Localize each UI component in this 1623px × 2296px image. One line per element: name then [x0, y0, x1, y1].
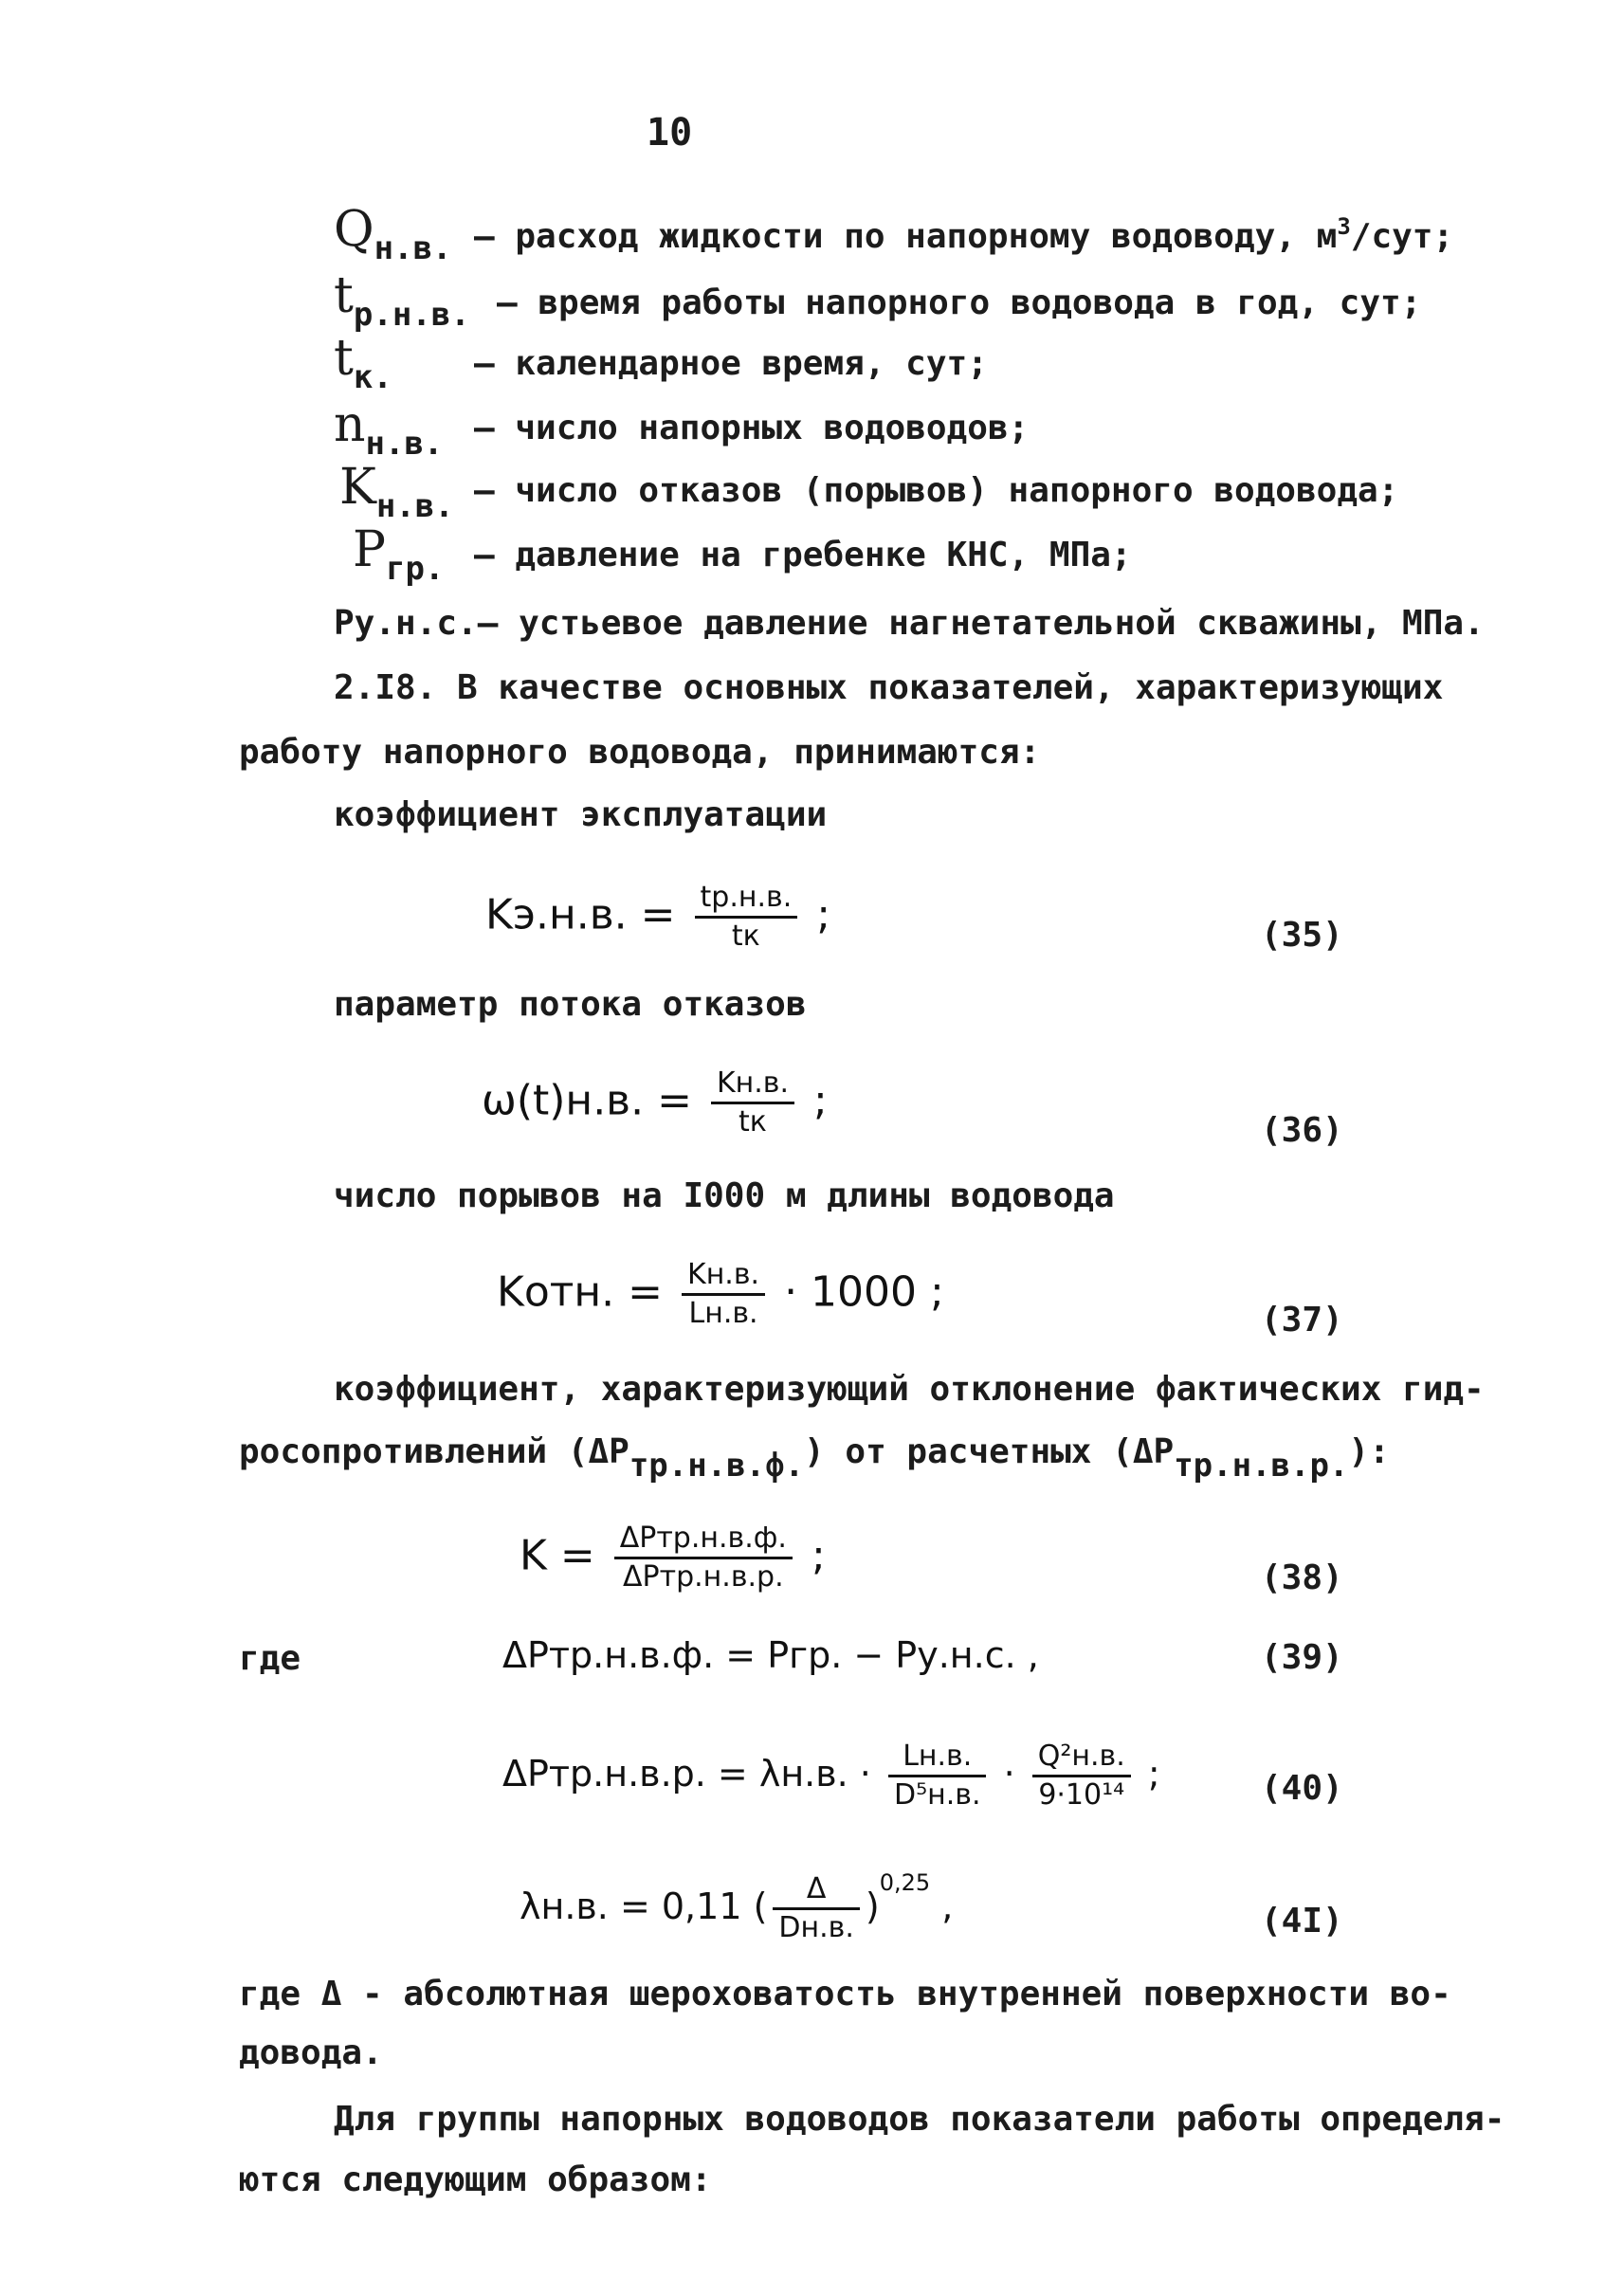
equation-number-38: (38) [1261, 1558, 1343, 1597]
equation-number-41: (4I) [1261, 1902, 1343, 1941]
definition-p: Pгр. [353, 521, 445, 588]
definition-tp: tр.н.в. [334, 267, 470, 334]
equation-number-39: (39) [1261, 1638, 1343, 1677]
definition-tk: tк. [334, 330, 392, 396]
eq40-fraction-1: $\frac{Lн.в.}{\text{D⁵н.в.}}$ [888, 1740, 987, 1812]
where-label: где [239, 1639, 301, 1678]
definition-n-text: – число напорных водоводов; [474, 409, 1030, 447]
final-line2: ются следующим образом: [239, 2160, 712, 2199]
label-ruptures: число порывов на I000 м длины водовода [334, 1176, 1115, 1215]
equation-40: ΔPтр.н.в.р. = λн.в. · $\frac{Lн.в.}{\text{D⁵н.в.}}$ · $\frac{\text{Q²н.в.}}{\text{9·10¹⁴}}$ ; [502, 1740, 1160, 1812]
equation-number-37: (37) [1261, 1301, 1343, 1339]
final-line1: Для группы напорных водоводов показатели работы определя- [334, 2100, 1505, 2139]
eq40-fraction-2: $\frac{\text{Q²н.в.}}{\text{9·10¹⁴}}$ [1032, 1740, 1131, 1812]
eq38-fraction: $\frac{\text{ΔPтр.н.в.ф.}}{\text{ΔPтр.н.в.р.}}$ [614, 1522, 793, 1594]
eq41-fraction: $\frac{\Delta}{Dн.в.}$ [773, 1873, 859, 1944]
definition-n: nн.в. [334, 396, 444, 463]
definition-tp-text: – время работы напорного водовода в год, сут; [497, 283, 1422, 322]
where-delta-line1: где Δ - абсолютная шероховатость внутренней поверхности во- [239, 1975, 1451, 2014]
equation-number-36: (36) [1261, 1111, 1343, 1150]
paragraph-2-18-line1: 2.I8. В качестве основных показателей, характеризующих [334, 668, 1444, 707]
eq37-fraction: $\frac{Kн.в.}{Lн.в.}$ [682, 1259, 765, 1330]
definition-k-text: – число отказов (порывов) напорного водовода; [474, 471, 1399, 510]
equation-38: K = $\frac{\text{ΔPтр.н.в.ф.}}{\text{ΔPтр.н.в.р.}}$ ; [520, 1522, 826, 1594]
where-delta-line2: довода. [239, 2033, 383, 2072]
definition-tk-text: – календарное время, сут; [474, 344, 988, 383]
equation-37: Kотн. = $\frac{Kн.в.}{Lн.в.}$ · 1000 ; [497, 1258, 944, 1330]
paragraph-2-18-line2: работу напорного водовода, принимаются: [239, 733, 1041, 772]
eq36-fraction: $\frac{Kн.в.}{tк}$ [711, 1067, 794, 1139]
equation-35: Kэ.н.в. = $\frac{tр.н.в.}{tк}$ ; [485, 881, 831, 953]
equation-number-40: (40) [1261, 1769, 1343, 1808]
eq35-fraction: $\frac{tр.н.в.}{tк}$ [695, 882, 798, 953]
definition-p-text: – давление на гребенке КНС, МПа; [474, 536, 1132, 574]
label-coef-line2: росопротивлений (ΔPтр.н.в.ф.) от расчетных (ΔPтр.н.в.р.): [239, 1432, 1390, 1485]
definition-k: Kн.в. [339, 459, 454, 525]
equation-41: λн.в. = 0,11 ( $\frac{\Delta}{Dн.в.}$ )$^{0,25}$ , [520, 1869, 954, 1944]
definition-ru: Ру.н.с.– устьевое давление нагнетательной скважины, МПа. [334, 604, 1485, 643]
page-number: 10 [647, 111, 693, 155]
definition-q-text: – расход жидкости по напорному водоводу, $м^3$/сут; [474, 213, 1454, 256]
label-exploitation-coef: коэффициент эксплуатации [334, 795, 828, 834]
equation-39: ΔPтр.н.в.ф. = Pгр. − Pу.н.с. , [502, 1634, 1039, 1676]
label-failure-flow: параметр потока отказов [334, 985, 807, 1024]
equation-number-35: (35) [1261, 916, 1343, 955]
label-coef-line1: коэффициент, характеризующий отклонение фактических гид- [334, 1370, 1485, 1409]
equation-36: ω(t)н.в. = $\frac{Kн.в.}{tк}$ ; [482, 1066, 828, 1139]
definition-q: Qн.в. [334, 201, 452, 267]
